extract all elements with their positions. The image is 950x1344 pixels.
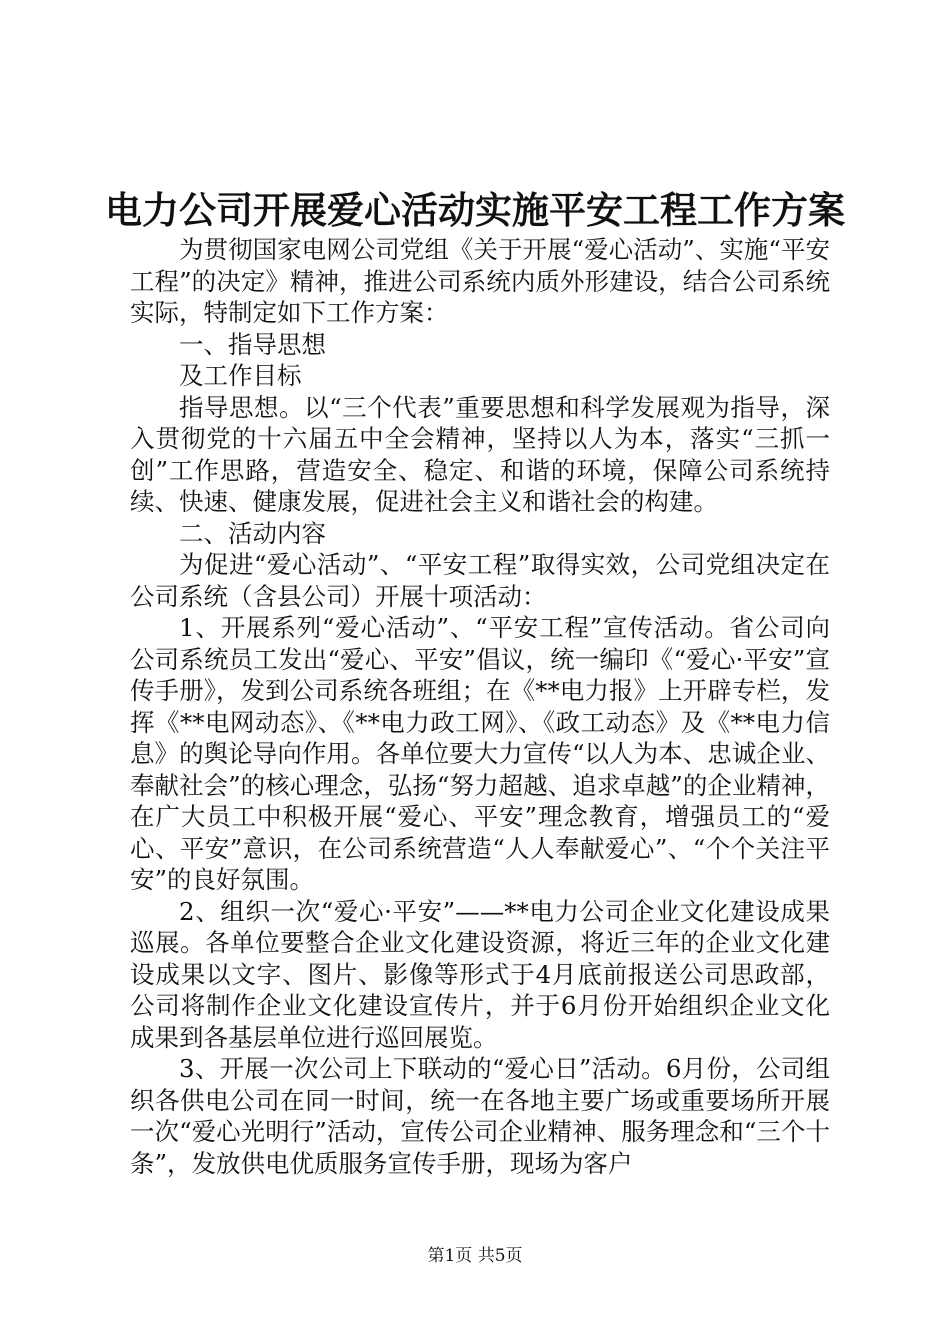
section-heading-2: 二、活动内容 [179,518,326,548]
paragraph-item-2: 2、组织一次“爱心·平安”——**电力公司企业文化建设成果巡展。各单位要整合企业文化建设资源，将近三年的企业文化建设成果以文字、图片、影像等形式于4月底前报送公司思政部，公司将制作企业文化建设宣传片，并于6月份开始组织企业文化成果到各基层单位进行巡回展览。 [130,896,830,1052]
paragraph-guiding-thought: 指导思想。以“三个代表”重要思想和科学发展观为指导，深入贯彻党的十六届五中全会精神，坚持以人为本，落实“三抓一创”工作思路，营造安全、稳定、和谐的环境，保障公司系统持续、快速、健康发展，促进社会主义和谐社会的构建。 [130,392,830,516]
section-heading-1: 一、指导思想 [179,329,326,359]
section-heading-1-cont: 及工作目标 [179,361,302,390]
paragraph-item-1: 1、开展系列“爱心活动”、“平安工程”宣传活动。省公司向公司系统员工发出“爱心、平安”倡议，统一编印《“爱心·平安”宣传手册》，发到公司系统各班组；在《**电力报》上开辟专栏，发挥《**电网动态》、《**电力政工网》、《政工动态》及《**电力信息》的舆论导向作用。各单位要大力宣传“以人为本、忠诚企业、奉献社会”的核心理念，弘扬“努力超越、追求卓越”的企业精神，在广大员工中积极开展“爱心、平安”理念教育，增强员工的“爱心、平安”意识，在公司系统营造“人人奉献爱心”、“个个关注平安”的良好氛围。 [130,613,830,894]
paragraph-activities-intro: 为促进“爱心活动”、“平安工程”取得实效，公司党组决定在公司系统（含县公司）开展十项活动： [130,550,830,611]
document-title: 电力公司开展爱心活动实施平安工程工作方案 [105,188,845,232]
document-body [130,234,830,1179]
paragraph-intro: 为贯彻国家电网公司党组《关于开展“爱心活动”、实施“平安工程”的决定》精神，推进公司系统内质外形建设，结合公司系统实际，特制定如下工作方案： [130,235,830,327]
page-footer: 第1页 共5页 [427,1246,523,1266]
paragraph-item-3: 3、开展一次公司上下联动的“爱心日”活动。6月份，公司组织各供电公司在同一时间，统一在各地主要广场或重要场所开展一次“爱心光明行”活动，宣传公司企业精神、服务理念和“三个十条”，发放供电优质服务宣传手册，现场为客户 [130,1054,830,1178]
